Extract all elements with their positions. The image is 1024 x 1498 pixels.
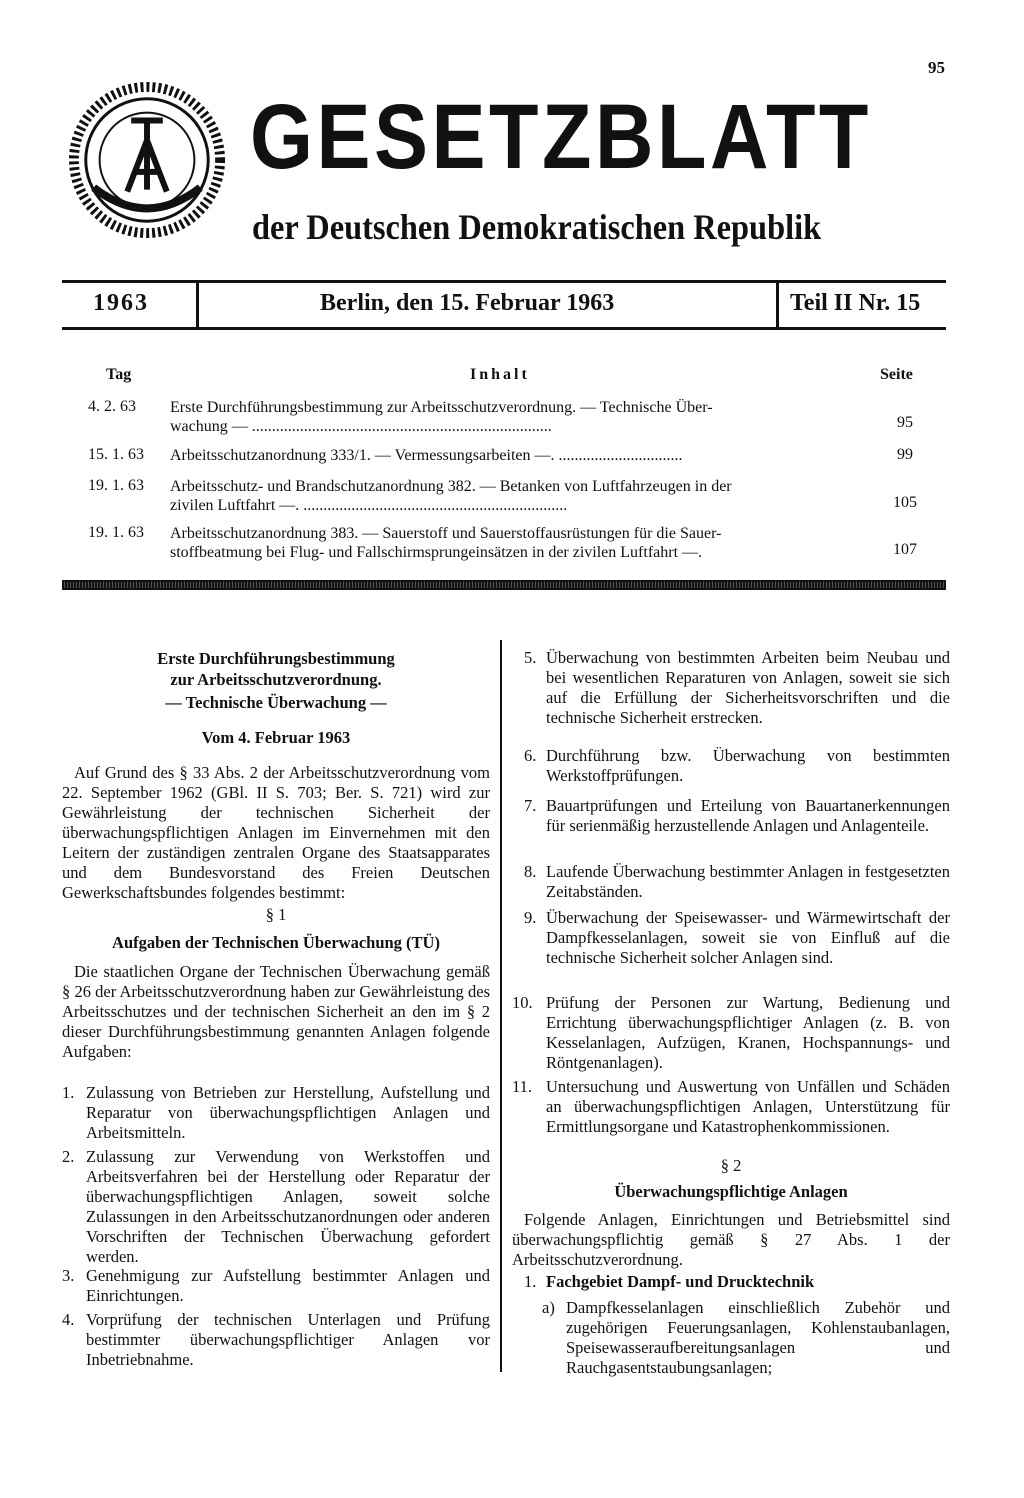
toc-entry-page: 95 [897,414,913,431]
list-item-text: Laufende Überwachung bestimmter Anlagen in festgesetzten Zeitabständen. [546,862,950,901]
section-title: Aufgaben der Technischen Überwachung (TÜ) [112,933,440,952]
list-item-text: Genehmigung zur Aufstellung bestimmter Anlagen und Einrichtungen. [86,1266,490,1305]
toc-entry-title-cont: stoffbeatmung bei Flug- und Fallschirmsprungeinsätzen in der zivilen Luftfahrt —. [170,544,703,561]
list-item-text: Überwachung der Speisewasser- und Wärmewirtschaft der Dampfkesselanlagen, soweit sie von Einfluß auf die technische Sicherheit solcher Anlagen sind. [546,908,950,967]
toc-page-header: Seite [880,366,913,383]
list-item-text: Zulassung von Betrieben zur Herstellung, Aufstellung und Reparatur von überwachungspflichtigen Anlagen und Arbeitsmitteln. [86,1083,490,1142]
toc-title-header: Inhalt [470,366,530,383]
toc-entry-title-cont: wachung — ........................................................................... [170,418,552,435]
issue-date: Berlin, den 15. Februar 1963 [320,290,615,316]
list-item-number: 5. [524,648,537,667]
list-item-text: Durchführung bzw. Überwachung von bestimmten Werkstoffprüfungen. [546,746,950,785]
toc-entry-page: 105 [893,494,917,511]
list-item-number: 1. [62,1083,75,1102]
toc-entry-title-cont: zivilen Luftfahrt —. .................................................................. [170,497,568,514]
list-item-number: 9. [524,908,537,927]
header-divider [776,283,779,329]
section-sign: § 1 [265,905,287,924]
article-date: Vom 4. Februar 1963 [201,728,351,747]
masthead-title: GESETZBLATT [250,86,872,188]
toc-entry-title: Arbeitsschutz- und Brandschutzanordnung 382. — Betanken von Luftfahrzeugen in der [170,478,732,495]
header-bottom-rule [62,327,946,330]
list-item-number: 10. [512,993,533,1012]
page-number: 95 [928,58,945,77]
list-item-number: 11. [512,1077,533,1096]
list-item-number: 3. [62,1266,75,1285]
toc-entry-date: 4. 2. 63 [88,398,136,415]
list-item-text: Prüfung der Personen zur Wartung, Bedienung und Errichtung überwachungspflichtiger Anlagen (z. B. von Kesselanlagen, Aufzügen, Kranen, Hochspannungs- und Röntgenanlagen). [546,993,950,1072]
list-item [62,1083,490,1143]
toc-entry-title: Erste Durchführungsbestimmung zur Arbeitsschutzverordnung. — Technische Über- [170,399,713,416]
subsection-title: Fachgebiet Dampf- und Drucktechnik [546,1272,815,1291]
toc-bottom-rule [62,580,946,590]
header-divider [196,283,199,329]
header-top-rule [62,280,946,283]
list-item-number: 7. [524,796,537,815]
toc-entry-title: Arbeitsschutzanordnung 333/1. — Vermessungsarbeiten —. ............................... [170,447,683,464]
section-sign: § 2 [720,1156,742,1175]
toc-entry-title: Arbeitsschutzanordnung 383. — Sauerstoff und Sauerstoffausrüstungen für die Sauer- [170,525,722,542]
toc-entry-date: 15. 1. 63 [88,446,144,463]
list-item-number: 4. [62,1310,75,1329]
article-title-line: zur Arbeitsschutzverordnung. [170,670,382,689]
list-item-text: Untersuchung und Auswertung von Unfällen und Schäden an überwachungspflichtigen Anlagen, Unterstützung für Ermittlungsorgane und Katastrophenkommissionen. [546,1077,950,1136]
section-title: Überwachungspflichtige Anlagen [614,1182,848,1201]
column-divider [500,640,502,1372]
article-title-line: Erste Durchführungsbestimmung [157,649,395,668]
issue-number: Teil II Nr. 15 [790,290,921,316]
list-item-text: Zulassung zur Verwendung von Werkstoffen und Arbeitsverfahren bei der Herstellung oder Reparatur der überwachungspflichtigen Anlagen, soweit solche Zulassungen in den Arbeitsschutzanordnungen oder anderen Vorschriften der Technischen Überwachung gefordert werden. [86,1147,490,1266]
toc-entry-page: 107 [893,541,917,558]
toc-entry-date: 19. 1. 63 [88,524,144,541]
list-item-letter: a) [542,1298,555,1317]
list-item-text: Dampfkesselanlagen einschließlich Zubehör und zugehörigen Feuerungsanlagen, Kohlenstaubanlagen, Speisewasseraufbereitungsanlagen und Rauchgasentstaubungsanlagen; [566,1298,950,1377]
section-intro: Folgende Anlagen, Einrichtungen und Betriebsmittel sind überwachungspflichtig gemäß § 27 Abs. 1 der Arbeitsschutzverordnung. [512,1210,950,1269]
list-item-text: Vorprüfung der technischen Unterlagen und Prüfung bestimmter überwachungspflichtiger Anlagen vor Inbetriebnahme. [86,1310,490,1369]
toc-date-header: Tag [106,366,132,383]
article-title-line: — Technische Überwachung — [165,693,387,712]
subsection-number: 1. [524,1272,537,1291]
issue-year: 1963 [93,290,149,316]
preamble: Auf Grund des § 33 Abs. 2 der Arbeitsschutzverordnung vom 22. September 1962 (GBl. II S. 703; Ber. S. 721) wird zur Gewährleistung der technischen Sicherheit der überwachungspflichtigen Anlagen im Einvernehmen mit den Leitern der zuständigen zentralen Organe des Staatsapparates und dem Bundesvorstand des Freien Deutschen Gewerkschaftsbundes folgendes bestimmt: [62,763,490,902]
list-item-text: Bauartprüfungen und Erteilung von Bauartanerkennungen für serienmäßig herzustellende Anlagen und Anlagenteile. [546,796,950,835]
toc-entry-date: 19. 1. 63 [88,477,144,494]
list-item-number: 8. [524,862,537,881]
list-item-number: 2. [62,1147,75,1166]
state-emblem-icon [68,80,226,240]
article-heading [62,648,490,748]
toc-entry-page: 99 [897,446,913,463]
section-intro: Die staatlichen Organe der Technischen Überwachung gemäß § 26 der Arbeitsschutzverordnung haben zur Gewährleistung des Arbeitsschutzes und der technischen Sicherheit an den im § 2 dieser Durchführungsbestimmung genannten Anlagen folgende Aufgaben: [62,962,490,1061]
list-item-number: 6. [524,746,537,765]
list-item-text: Überwachung von bestimmten Arbeiten beim Neubau und bei wesentlichen Reparaturen von Anlagen, soweit sie sich auf die Erfüllung der Sicherheitsvorschriften und die technische Sicherheit erstrecken. [546,648,950,727]
masthead-subtitle: der Deutschen Demokratischen Republik [252,207,822,247]
